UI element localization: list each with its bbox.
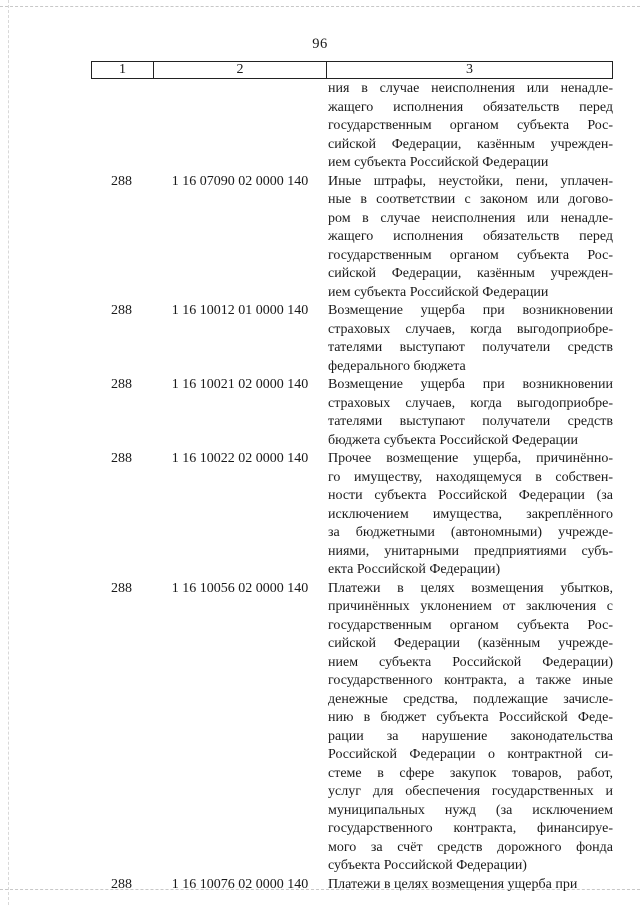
description-line: ные в соответствии с законом или догово- xyxy=(328,192,613,207)
description-line: Платежи в целях возмещения убытков, xyxy=(328,580,613,596)
budget-code-cell: 1 16 10056 02 0000 140 xyxy=(171,580,309,596)
column-header-1: 1 xyxy=(92,62,154,78)
description-line: ием субъекта Российской Федерации xyxy=(328,284,549,300)
budget-code-cell: 1 16 10012 01 0000 140 xyxy=(171,303,309,318)
description-line: государственным органом субъекта Рос- xyxy=(328,247,613,263)
description-line: государственного контракта, а также иные xyxy=(328,673,613,688)
description-cell xyxy=(328,173,613,303)
admin-code-cell: 288 xyxy=(111,303,132,318)
description-line: рации за нарушение законодательства xyxy=(328,728,613,744)
description-line: страховых случаев, когда выгодоприобре- xyxy=(328,395,613,411)
description-line: ием субъекта Российской Федерации xyxy=(328,155,549,170)
table-body xyxy=(91,80,613,894)
budget-code-cell: 1 16 10076 02 0000 140 xyxy=(171,876,309,892)
description-line: сийской Федерации, казённым учрежден- xyxy=(328,266,613,281)
budget-code-cell: 1 16 10022 02 0000 140 xyxy=(171,451,309,466)
table-row xyxy=(91,450,613,580)
description-cell xyxy=(328,80,613,173)
table-row xyxy=(91,173,613,303)
description-line: жащего исполнения обязательств перед xyxy=(328,99,613,115)
description-cell xyxy=(328,302,613,376)
description-cell xyxy=(328,376,613,450)
description-line: исключением имущества, закреплённого xyxy=(328,506,613,522)
description-line: причинённых уклонением от заключения с xyxy=(328,599,613,614)
description-line: государственным органом субъекта Рос- xyxy=(328,118,613,133)
description-line: Возмещение ущерба при возникновении xyxy=(328,303,613,318)
description-line: екта Российской Федерации) xyxy=(328,562,501,577)
description-line: федерального бюджета xyxy=(328,358,466,374)
description-line: Российской Федерации о контрактной си- xyxy=(328,747,613,762)
description-cell xyxy=(328,876,613,895)
description-line: Возмещение ущерба при возникновении xyxy=(328,377,613,392)
description-line: субъекта Российской Федерации) xyxy=(328,858,527,873)
admin-code-cell: 288 xyxy=(111,876,132,892)
page-number: 96 xyxy=(312,36,328,52)
description-line: государственным органом субъекта Рос- xyxy=(328,617,613,633)
description-cell xyxy=(328,450,613,580)
table-row xyxy=(91,80,613,173)
description-line: за бюджетными (автономными) учрежде- xyxy=(328,525,613,540)
description-line: муниципальных нужд (за исключением xyxy=(328,802,613,818)
description-line: го имуществу, находящемуся в собствен- xyxy=(328,469,613,485)
table-row xyxy=(91,302,613,376)
admin-code-cell: 288 xyxy=(111,580,132,596)
scan-edge-top xyxy=(0,6,640,7)
description-line: услуг для обеспечения государственных и xyxy=(328,784,613,799)
description-line: бюджета субъекта Российской Федерации xyxy=(328,432,579,448)
admin-code-cell: 288 xyxy=(111,173,132,189)
table-row xyxy=(91,376,613,450)
description-line: сийской Федерации, казённым учрежден- xyxy=(328,136,613,152)
budget-code-cell: 1 16 10021 02 0000 140 xyxy=(171,377,309,392)
description-line: Иные штрафы, неустойки, пени, уплачен- xyxy=(328,173,613,189)
description-line: государственного контракта, финансируе- xyxy=(328,821,613,836)
description-line: денежные средства, подлежащие зачисле- xyxy=(328,691,613,707)
description-line: Прочее возмещение ущерба, причинённо- xyxy=(328,451,613,466)
description-line: Платежи в целях возмещения ущерба при xyxy=(328,876,578,892)
scan-edge-left xyxy=(8,0,9,905)
description-line: тателями выступают получатели средств xyxy=(328,340,613,355)
column-header-3: 3 xyxy=(466,62,473,77)
admin-code-cell: 288 xyxy=(111,451,132,466)
description-line: тателями выступают получатели средств xyxy=(328,414,613,429)
table-row xyxy=(91,876,613,895)
description-line: мого за счёт средств дорожного фонда xyxy=(328,839,613,855)
description-line: ром в случае неисполнения или ненадле- xyxy=(328,210,613,226)
description-line: ниями, унитарными предприятиями субъ- xyxy=(328,543,613,559)
description-line: нием субъекта Российской Федерации) xyxy=(328,654,613,670)
table-header-row xyxy=(91,61,613,79)
budget-code-cell: 1 16 07090 02 0000 140 xyxy=(171,173,309,189)
description-line: ности субъекта Российской Федерации (за xyxy=(328,488,613,503)
description-line: ния в случае неисполнения или ненадле- xyxy=(328,81,613,96)
table-row xyxy=(91,580,613,876)
description-line: страховых случаев, когда выгодоприобре- xyxy=(328,321,613,337)
description-line: стеме в сфере закупок товаров, работ, xyxy=(328,765,613,781)
description-line: жащего исполнения обязательств перед xyxy=(328,229,613,244)
column-header-2: 2 xyxy=(154,62,327,78)
description-cell xyxy=(328,580,613,876)
admin-code-cell: 288 xyxy=(111,377,132,392)
description-line: сийской Федерации (казённым учрежде- xyxy=(328,636,613,651)
description-line: нию в бюджет субъекта Российской Феде- xyxy=(328,710,613,725)
